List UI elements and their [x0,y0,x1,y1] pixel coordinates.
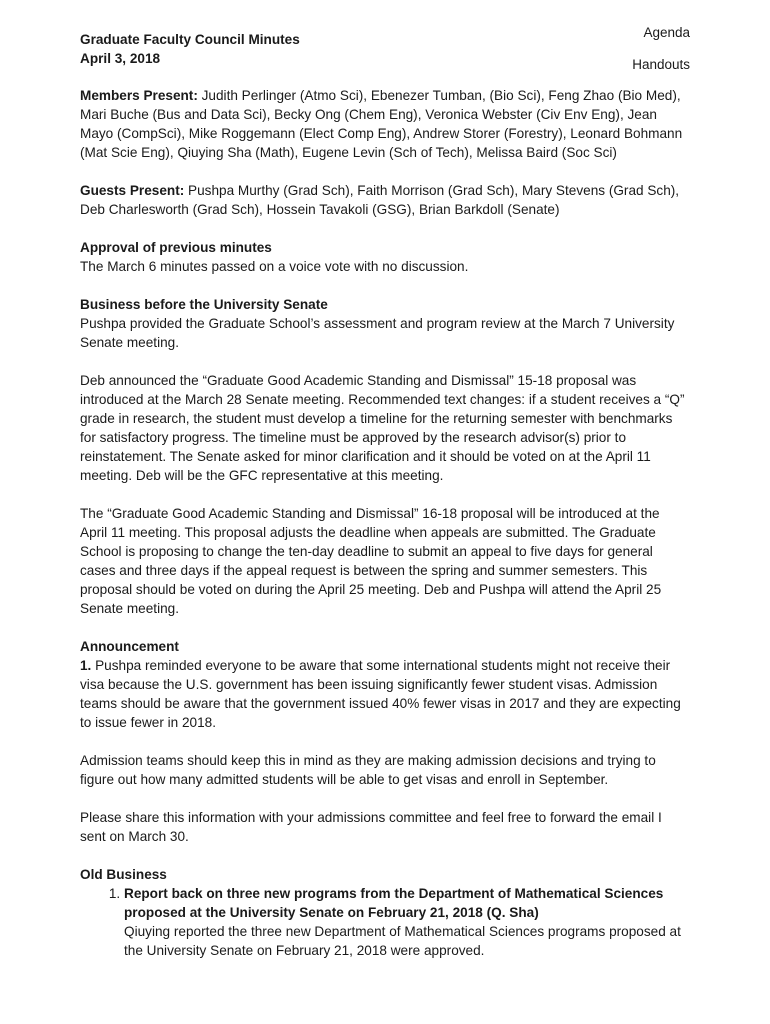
document-body [80,30,686,960]
approval-text: The March 6 minutes passed on a voice vote with no discussion. [80,259,469,274]
old-business-heading: Old Business [80,867,167,882]
old-business-item-title: 1. Report back on three new programs from the Department of Mathematical Sciences proposed at the University Senate on February 21, 2018 (Q. Sha) [124,886,664,920]
senate-business-para-3: The “Graduate Good Academic Standing and Dismissal” 16-18 proposal will be introduced at the April 11 meeting. This proposal adjusts the deadline when appeals are submitted. The Graduate School is proposing to change the ten-day deadline to submit an appeal to five days for general cases and three days if the appeal request is between the spring and summer semesters. This proposal should be voted on during the April 25 meeting. Deb and Pushpa will attend the April 25 Senate meeting. [80,506,662,616]
announcement-para-3: Please share this information with your admissions committee and feel free to forward the email I sent on March 30. [80,810,662,844]
handouts-link[interactable]: Handouts [632,56,690,72]
announcement-para-1: Pushpa reminded everyone to be aware that some international students might not receive their visa because the U.S. government has been issuing significantly fewer student visas. Admission teams should be aware that the government issued 40% fewer visas in 2017 and they are expecting to issue fewer in 2018. [80,658,681,730]
announcement-number: 1. [80,658,92,673]
senate-business-para-1: Pushpa provided the Graduate School’s assessment and program review at the March 7 University Senate meeting. [80,316,675,350]
guests-present-label: Guests Present: [80,183,185,198]
list-item [124,884,686,960]
members-present-text: Judith Perlinger (Atmo Sci), Ebenezer Tumban, (Bio Sci), Feng Zhao (Bio Med), Mari Buche (Bus and Data Sci), Becky Ong (Chem Eng), Veronica Webster (Civ Env Eng), Jean Mayo (CompSci), Mike Roggemann (Elect Comp Eng), Andrew Storer (Forestry), Leonard Bohmann (Mat Scie Eng), Qiuying Sha (Math), Eugene Levin (Sch of Tech), Melissa Baird (Soc Sci) [80,88,683,160]
members-present-paragraph [80,86,686,162]
senate-business-para-2: Deb announced the “Graduate Good Academic Standing and Dismissal” 15-18 proposal was introduced at the March 28 Senate meeting. Recommended text changes: if a student receives a “Q” grade in research, the student must develop a timeline for the returning semester with benchmarks for satisfactory progress. The timeline must be approved by the research advisor(s) prior to reinstatement. The Senate asked for minor clarification and it should be voted on at the April 11 meeting. Deb will be the GFC representative at this meeting. [80,373,685,483]
guests-present-text: Pushpa Murthy (Grad Sch), Faith Morrison (Grad Sch), Mary Stevens (Grad Sch), Deb Charlesworth (Grad Sch), Hossein Tavakoli (GSG), Brian Barkdoll (Senate) [80,183,680,217]
old-business-section [80,865,686,960]
approval-section [80,238,686,276]
document-date: April 3, 2018 [80,51,161,66]
approval-heading: Approval of previous minutes [80,240,272,255]
agenda-link[interactable]: Agenda [643,25,690,40]
old-business-item-text: Qiuying reported the three new Department of Mathematical Sciences programs proposed at the University Senate on February 21, 2018 were approved. [124,924,681,958]
old-business-list [80,884,686,960]
members-present-label: Members Present: [80,88,198,103]
senate-business-section [80,295,686,352]
announcement-heading: Announcement [80,639,179,654]
document-title: Graduate Faculty Council Minutes [80,32,300,47]
guests-present-paragraph [80,181,686,219]
announcement-section [80,637,686,732]
senate-business-heading: Business before the University Senate [80,297,328,312]
announcement-para-2: Admission teams should keep this in mind as they are making admission decisions and trying to figure out how many admitted students will be able to get visas and enroll in September. [80,753,656,787]
